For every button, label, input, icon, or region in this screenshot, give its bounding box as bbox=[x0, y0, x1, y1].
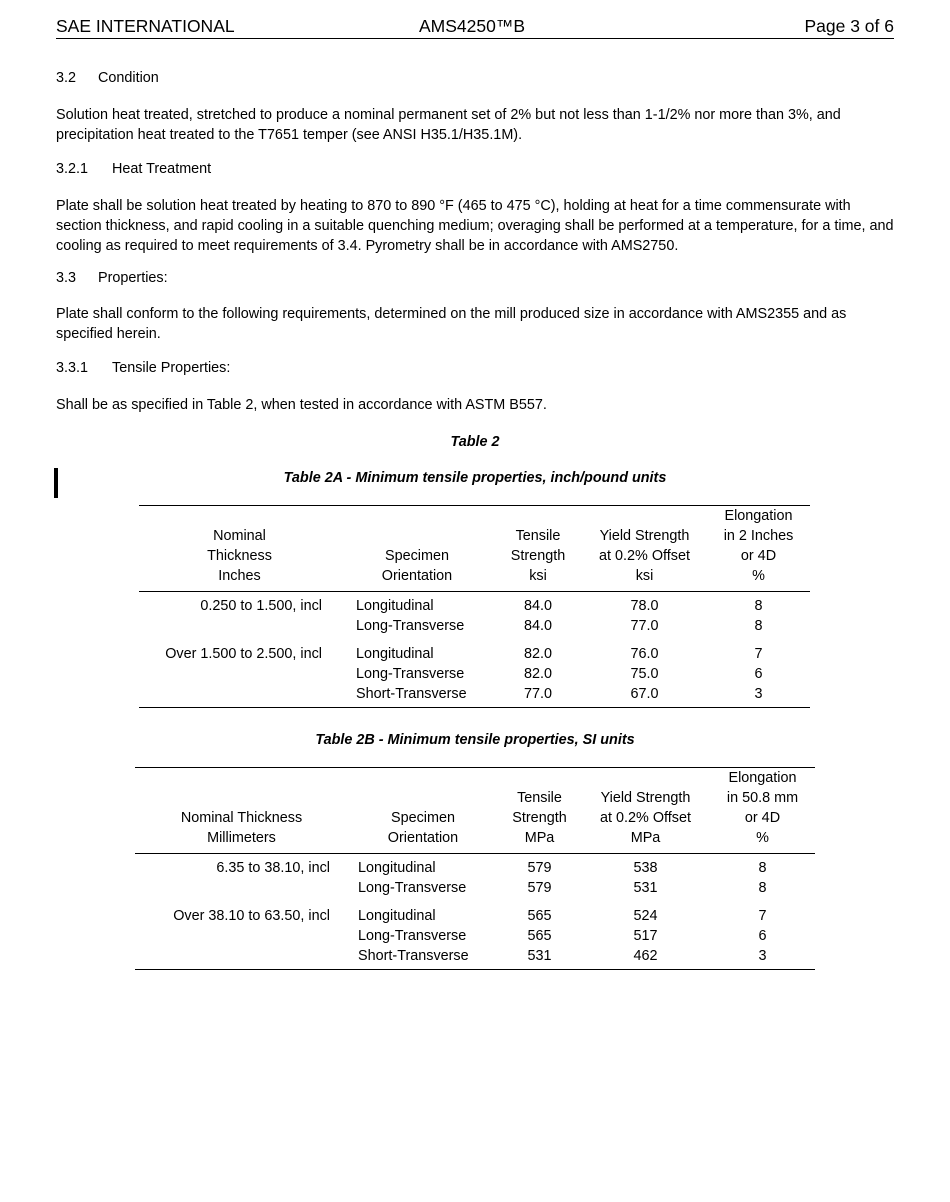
header-organization: SAE INTERNATIONAL bbox=[56, 16, 235, 36]
table-row: Short-Transverse 531 462 3 bbox=[135, 946, 815, 970]
table-row: Long-Transverse 82.0 75.0 6 bbox=[356, 666, 763, 682]
table-row: 6.35 to 38.10, incl Longitudinal 579 538 8 bbox=[216, 860, 767, 876]
header-tensile: Tensile Strength ksi bbox=[494, 506, 582, 592]
section-heading-3-2-1 bbox=[56, 159, 211, 179]
section-title: Properties: bbox=[98, 270, 168, 286]
section-3-2-1-text: Plate shall be solution heat treated by heating to 870 to 890 °F (465 to 475 °C), holding at heat for a time commensurate with section thickness, and rapid cooling in a suitable quenching medium; overaging shall be performed at a temperature, for a time, and cooling as required to meet requirements of 3.4. Pyrometry shall be in accordance with AMS2750. bbox=[56, 198, 894, 254]
header-orientation: Specimen Orientation bbox=[348, 768, 498, 854]
section-3-2-text: Solution heat treated, stretched to produce a nominal permanent set of 2% but not less than 1-1/2% nor more than 3%, and precipitation heat treated to the T7651 temper (see ANSI H35.1/H35.1M). bbox=[56, 107, 841, 143]
header-thickness: Nominal Thickness Millimeters bbox=[135, 768, 348, 854]
table-row: 0.250 to 1.500, incl Longitudinal 84.0 78.0 8 bbox=[200, 598, 763, 614]
section-3-3-text: Plate shall conform to the following requirements, determined on the mill produced size in accordance with AMS2355 and as specified herein. bbox=[56, 306, 847, 342]
section-title: Tensile Properties: bbox=[112, 360, 231, 376]
section-3-3-1-text: Shall be as specified in Table 2, when tested in accordance with ASTM B557. bbox=[56, 397, 547, 413]
table-row: Over 1.500 to 2.500, incl Longitudinal 82.0 76.0 7 bbox=[165, 646, 763, 662]
section-heading-3-2 bbox=[56, 68, 159, 88]
header-yield: Yield Strength at 0.2% Offset MPa bbox=[581, 768, 710, 854]
header-tensile: Tensile Strength MPa bbox=[498, 768, 581, 854]
header-elongation: Elongation in 50.8 mm or 4D % bbox=[710, 768, 815, 854]
table-2a bbox=[139, 505, 810, 708]
table-2a-title: Table 2A - Minimum tensile properties, inch/pound units bbox=[283, 470, 667, 486]
header-yield: Yield Strength at 0.2% Offset ksi bbox=[582, 506, 707, 592]
table-row: Over 38.10 to 63.50, incl Longitudinal 565 524 7 bbox=[173, 908, 767, 924]
header-document-number: AMS4250™B bbox=[419, 16, 526, 36]
header-page-number: Page 3 of 6 bbox=[804, 16, 894, 36]
table-2-title: Table 2 bbox=[450, 434, 500, 450]
table-header-row bbox=[135, 768, 815, 854]
section-number: 3.2.1 bbox=[56, 161, 89, 177]
section-title: Heat Treatment bbox=[112, 161, 212, 177]
section-number: 3.3 bbox=[56, 270, 77, 286]
table-header-row bbox=[139, 506, 810, 592]
table-2b bbox=[135, 767, 815, 970]
section-heading-3-3-1 bbox=[56, 358, 230, 378]
header-elongation: Elongation in 2 Inches or 4D % bbox=[707, 506, 810, 592]
page-header bbox=[56, 16, 894, 39]
table-2b-title: Table 2B - Minimum tensile properties, SI units bbox=[315, 732, 635, 748]
header-orientation: Specimen Orientation bbox=[340, 506, 494, 592]
section-heading-3-3 bbox=[56, 268, 168, 288]
section-title: Condition bbox=[98, 70, 159, 86]
table-row: Long-Transverse 565 517 6 bbox=[358, 928, 767, 944]
table-row: Short-Transverse 77.0 67.0 3 bbox=[139, 684, 810, 708]
section-number: 3.3.1 bbox=[56, 360, 89, 376]
section-number: 3.2 bbox=[56, 70, 77, 86]
header-thickness: Nominal Thickness Inches bbox=[139, 506, 340, 592]
table-row: Long-Transverse 579 531 8 bbox=[358, 880, 767, 896]
table-row: Long-Transverse 84.0 77.0 8 bbox=[356, 618, 763, 634]
